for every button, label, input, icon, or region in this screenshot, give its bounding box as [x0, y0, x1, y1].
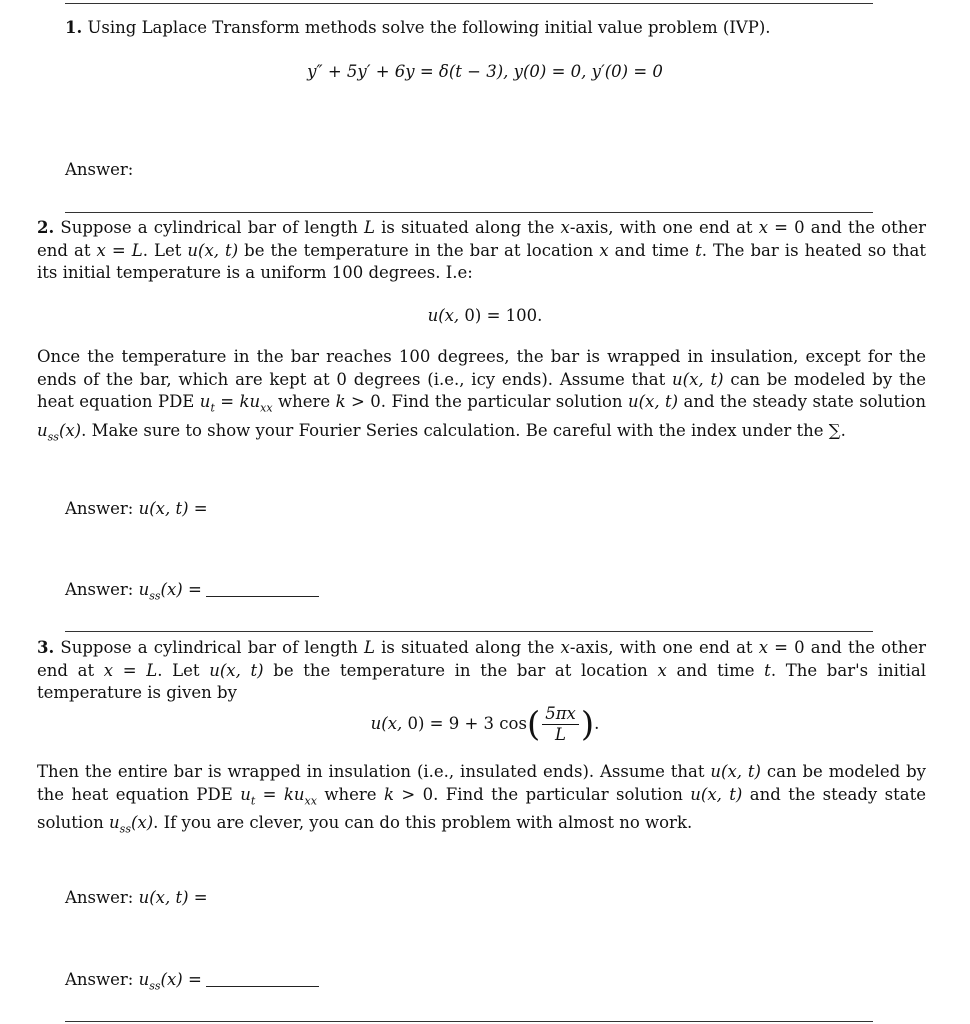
- text-run: . Let: [157, 660, 210, 680]
- q2-answer-u: [65, 498, 208, 521]
- math-run: xx: [304, 793, 317, 807]
- text-run: and the steady state solution: [37, 784, 926, 833]
- math-run: x: [560, 638, 570, 657]
- math-run: u(x, t): [690, 784, 743, 804]
- text-run: Then the entire bar is wrapped in insulation (i.e., insulated ends). Assume that: [37, 762, 711, 781]
- text-segments: [65, 888, 208, 907]
- fraction: [542, 704, 579, 745]
- math-run: ss: [119, 822, 131, 836]
- q3-intro: [37, 637, 926, 705]
- text-run: be the temperature in the bar at location: [238, 240, 600, 260]
- math-run: (x): [58, 420, 82, 440]
- text-run: where: [272, 392, 336, 411]
- text-run: . Let: [142, 240, 188, 260]
- text-segments: [37, 762, 926, 836]
- math-run: x: [560, 218, 570, 237]
- text-run: can be modeled by the heat equation PDE: [37, 369, 926, 411]
- text-run: . The bar's initial temperature is given by: [37, 660, 926, 702]
- text-run: . If you are clever, you can do this problem with almost no work.: [153, 813, 693, 833]
- text-segments: [428, 306, 543, 325]
- math-run: (x): [160, 970, 183, 989]
- q3-answer-uss: [65, 969, 319, 998]
- text-run: Suppose a cylindrical bar of length: [54, 218, 364, 237]
- text-run: is situated along the: [374, 218, 561, 237]
- math-run: u(x, t): [627, 392, 679, 411]
- math-run: u(x,: [427, 306, 465, 325]
- math-run: (x): [160, 580, 183, 599]
- math-run: u: [138, 970, 150, 989]
- text-segments: [37, 638, 926, 702]
- text-run: =: [188, 888, 208, 907]
- q2-equation: [0, 305, 970, 328]
- q1-number: 1.: [65, 18, 83, 37]
- math-run: ku: [239, 392, 261, 411]
- math-run: L: [146, 660, 158, 680]
- math-run: u: [138, 580, 150, 599]
- text-run: =: [182, 580, 202, 599]
- math-run: t: [695, 240, 702, 260]
- text-run: Using Laplace Transform methods solve the following initial value problem (IVP).: [82, 18, 771, 37]
- q3-answer-u: [65, 887, 208, 910]
- q2-number: 2.: [37, 218, 55, 237]
- math-run: x: [599, 240, 609, 260]
- math-run: ss: [149, 589, 161, 603]
- paren-left: (: [526, 704, 541, 745]
- text-run: 0) = 100.: [464, 306, 543, 325]
- text-segments: [371, 714, 527, 733]
- q2-intro: [37, 217, 926, 285]
- q1-equation: [0, 61, 970, 84]
- text-run: =: [188, 499, 208, 518]
- text-run: be the temperature in the bar at location: [263, 660, 658, 680]
- text-segments: [65, 580, 202, 603]
- answer-blank[interactable]: [206, 986, 319, 987]
- text-run: Answer:: [65, 499, 139, 518]
- math-run: (x): [130, 813, 154, 833]
- math-run: ss: [149, 979, 161, 993]
- math-run: k: [383, 784, 394, 804]
- text-segments: [82, 18, 770, 37]
- text-run: and the steady state solution: [678, 392, 926, 411]
- text-run: . The bar is heated so that its initial temperature is a uniform 100 degrees. I.e:: [37, 240, 926, 282]
- divider: [65, 212, 873, 213]
- text-run: Answer:: [65, 888, 139, 907]
- math-run: u(x, t): [710, 762, 761, 781]
- text-run: = 0 and the other end at: [37, 218, 926, 260]
- text-run: 0) = 9 + 3 cos: [407, 714, 527, 733]
- math-run: y″ + 5y′ + 6y = δ(t − 3), y(0) = 0, y′(0) = 0: [307, 62, 663, 81]
- q1-prompt: [65, 17, 771, 40]
- paren-right: ): [580, 704, 595, 745]
- text-run: > 0. Find the particular solution: [345, 392, 628, 411]
- math-run: ku: [283, 784, 305, 804]
- period: .: [594, 714, 600, 733]
- q3-body: [37, 761, 926, 841]
- math-run: ss: [47, 430, 59, 444]
- math-run: x: [96, 240, 106, 260]
- math-run: xx: [260, 401, 273, 415]
- text-run: > 0. Find the particular solution: [393, 784, 691, 804]
- text-segments: [65, 970, 202, 993]
- text-run: =: [214, 392, 240, 411]
- text-run: -axis, with one end at: [569, 638, 759, 657]
- math-run: t: [250, 793, 256, 807]
- q2-body: [37, 346, 926, 449]
- text-run: =: [255, 784, 284, 804]
- math-run: u(x, t): [138, 888, 189, 907]
- text-run: =: [113, 660, 147, 680]
- math-run: u(x, t): [672, 369, 724, 389]
- math-run: L: [131, 240, 143, 260]
- text-segments: [307, 62, 663, 81]
- math-run: u(x, t): [187, 240, 239, 260]
- math-run: L: [364, 218, 375, 237]
- math-run: x: [103, 660, 114, 680]
- math-run: x: [758, 218, 769, 237]
- text-run: . Make sure to show your Fourier Series calculation. Be careful with the index under the ∑.: [81, 420, 846, 440]
- divider: [65, 631, 873, 632]
- math-run: x: [758, 638, 769, 657]
- text-segments: [65, 499, 208, 518]
- text-segments: [37, 347, 926, 444]
- math-run: t: [764, 660, 771, 680]
- fraction-numerator: 5πx: [542, 704, 579, 725]
- text-run: Answer:: [65, 970, 139, 989]
- q3-number: 3.: [37, 638, 55, 657]
- text-run: =: [105, 240, 132, 260]
- text-run: =: [182, 970, 202, 989]
- text-run: Suppose a cylindrical bar of length: [54, 638, 364, 657]
- q3-equation: [0, 702, 970, 747]
- math-run: u(x,: [370, 714, 408, 733]
- text-segments: [37, 218, 926, 282]
- math-run: x: [657, 660, 667, 680]
- q1-answer-label: Answer:: [65, 160, 134, 179]
- divider: [65, 1021, 873, 1022]
- answer-blank[interactable]: [206, 596, 319, 597]
- math-run: t: [210, 401, 215, 415]
- text-run: can be modeled by the heat equation PDE: [37, 762, 926, 804]
- divider: [65, 3, 873, 4]
- text-run: is situated along the: [374, 638, 561, 657]
- math-run: u: [109, 813, 120, 833]
- text-run: and time: [608, 240, 696, 260]
- text-run: Once the temperature in the bar reaches 100 degrees, the bar is wrapped in insulation, except for the ends of the bar, which are kept at 0 degrees (i.e., icy ends). Assume that: [37, 347, 926, 389]
- q2-answer-uss: [65, 579, 319, 608]
- fraction-denominator: L: [555, 725, 567, 744]
- text-run: -axis, with one end at: [569, 218, 759, 237]
- math-run: k: [335, 392, 346, 411]
- math-run: L: [364, 638, 375, 657]
- math-run: u(x, t): [138, 499, 189, 518]
- text-run: Answer:: [65, 580, 139, 599]
- text-run: and time: [666, 660, 765, 680]
- math-run: u: [240, 784, 251, 804]
- text-run: where: [316, 784, 384, 804]
- math-run: u: [37, 420, 48, 440]
- math-run: u: [199, 392, 211, 411]
- text-run: = 0 and the other end at: [37, 638, 926, 680]
- math-run: u(x, t): [209, 660, 264, 680]
